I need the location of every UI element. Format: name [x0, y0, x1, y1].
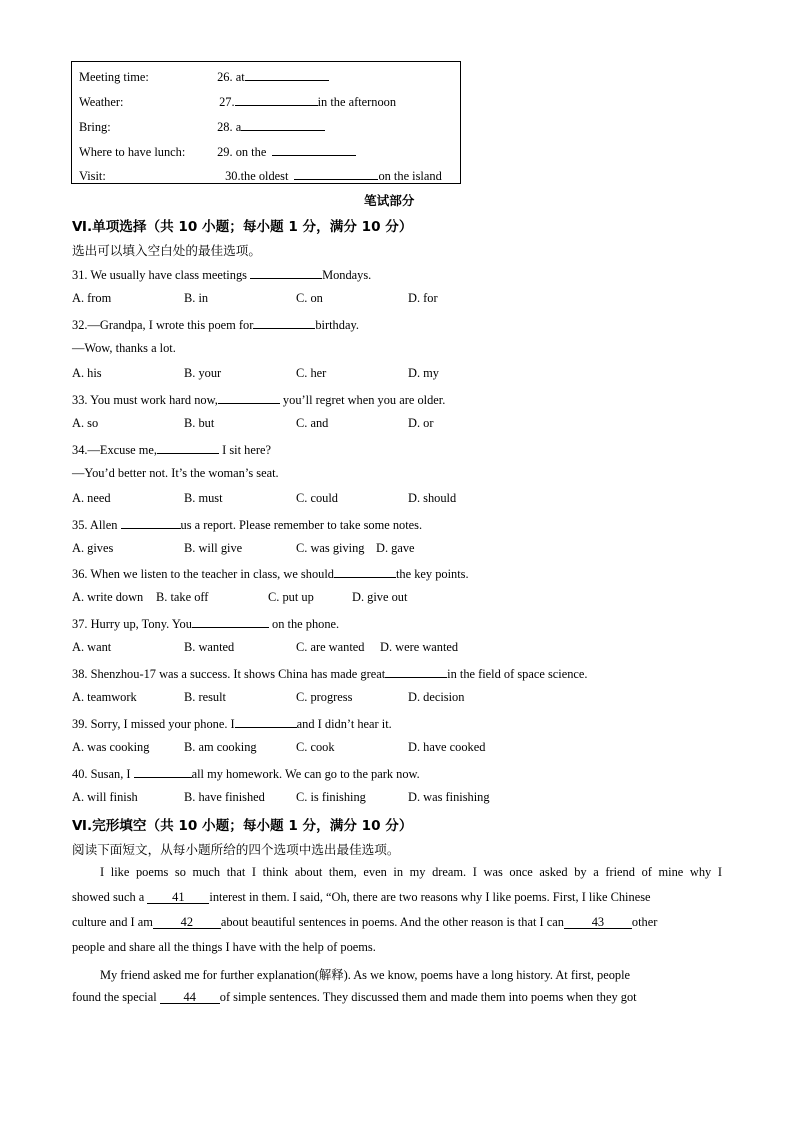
info-label: Visit:: [79, 169, 106, 183]
option-b[interactable]: B. result: [184, 690, 226, 704]
question-38: [72, 665, 588, 682]
question-35: [72, 516, 422, 533]
answer-blank: [250, 266, 322, 279]
written-part-title: 笔试部分: [364, 193, 415, 208]
option-a[interactable]: A. his: [72, 366, 102, 380]
option-a[interactable]: A. want: [72, 640, 112, 654]
info-suffix: on the island: [378, 169, 442, 183]
options-37: [72, 640, 458, 655]
info-label: Where to have lunch:: [79, 145, 186, 159]
question-34-reply: —You’d better not. It’s the woman’s seat.: [72, 466, 279, 480]
info-number: 29. on the: [217, 145, 267, 159]
passage-text: culture and I am: [72, 915, 153, 929]
option-c[interactable]: C. progress: [296, 690, 353, 704]
question-40: [72, 765, 420, 782]
option-c[interactable]: C. are wanted: [296, 640, 365, 654]
option-c[interactable]: C. cook: [296, 740, 335, 754]
answer-blank: [294, 167, 378, 180]
section-instruction: 选出可以填入空白处的最佳选项。: [72, 243, 261, 258]
option-b[interactable]: B. will give: [184, 541, 243, 555]
passage-line: [100, 865, 722, 880]
passage-text: found the special: [72, 990, 160, 1004]
option-b[interactable]: B. your: [184, 366, 222, 380]
options-33: [72, 416, 433, 431]
answer-blank: [218, 391, 280, 404]
options-34: [72, 491, 456, 506]
question-36: [72, 565, 469, 582]
answer-blank: [334, 565, 396, 578]
option-b[interactable]: B. take off: [156, 590, 209, 604]
option-c[interactable]: C. is finishing: [296, 790, 366, 804]
answer-blank: [235, 93, 318, 106]
question-stem: 36. When we listen to the teacher in class, we should: [72, 567, 334, 581]
options-35: [72, 541, 415, 556]
question-34: [72, 441, 271, 458]
section-heading-single-choice: Ⅵ.单项选择（共 10 小题；每小题 1 分，满分 10 分）: [72, 219, 413, 235]
option-d[interactable]: D. my: [408, 366, 439, 380]
question-stem: and I didn’t hear it.: [296, 717, 392, 731]
question-39: [72, 715, 392, 732]
option-d[interactable]: D. decision: [408, 690, 465, 704]
question-stem: 32.—Grandpa, I wrote this poem for: [72, 318, 254, 332]
info-number: 28. a: [217, 120, 242, 134]
question-stem: I sit here?: [219, 443, 271, 457]
passage-text: I like poems so much that I think about them, even in my dream. I was once asked by a friend of mine why I: [100, 865, 722, 879]
info-number: 26. at: [217, 70, 245, 84]
info-row-visit: [79, 167, 442, 184]
question-stem: 38. Shenzhou-17 was a success. It shows China has made great: [72, 667, 386, 681]
option-c[interactable]: C. her: [296, 366, 327, 380]
answer-blank: [235, 715, 297, 728]
option-c[interactable]: C. could: [296, 491, 338, 505]
option-d[interactable]: D. give out: [352, 590, 408, 604]
option-a[interactable]: A. need: [72, 491, 111, 505]
option-b[interactable]: B. am cooking: [184, 740, 257, 754]
options-39: [72, 740, 485, 755]
option-b[interactable]: B. must: [184, 491, 223, 505]
question-32: [72, 316, 359, 333]
question-stem: on the phone.: [268, 617, 340, 631]
passage-text: about beautiful sentences in poems. And the other reason is that I can: [220, 915, 564, 929]
section-instruction: 阅读下面短文，从每小题所给的四个选项中选出最佳选项。: [72, 842, 400, 857]
options-38: [72, 690, 464, 705]
option-c[interactable]: C. was giving: [296, 541, 365, 555]
passage-line: [72, 940, 722, 955]
passage-text: of simple sentences. They discussed them and made them into poems when they got: [219, 990, 637, 1004]
question-stem: 39. Sorry, I missed your phone. I: [72, 717, 235, 731]
option-b[interactable]: B. wanted: [184, 640, 235, 654]
cloze-blank: 42: [153, 916, 221, 929]
question-stem: the key points.: [395, 567, 469, 581]
question-33: [72, 391, 445, 408]
section-heading-cloze: Ⅵ.完形填空（共 10 小题；每小题 1 分，满分 10 分）: [72, 818, 413, 834]
info-label: Bring:: [79, 120, 111, 134]
option-b[interactable]: B. in: [184, 291, 209, 305]
info-row-weather: [79, 93, 396, 110]
answer-blank: [245, 68, 329, 81]
question-stem: 37. Hurry up, Tony. You: [72, 617, 192, 631]
option-a[interactable]: A. so: [72, 416, 99, 430]
passage-text: showed such a: [72, 890, 148, 904]
cloze-blank: 44: [160, 991, 220, 1004]
option-d[interactable]: D. or: [408, 416, 434, 430]
option-a[interactable]: A. write down: [72, 590, 144, 604]
option-c[interactable]: C. put up: [268, 590, 314, 604]
answer-blank: [385, 665, 447, 678]
question-stem: all my homework. We can go to the park now.: [191, 767, 420, 781]
info-row-bring: [79, 118, 325, 135]
passage-line: [72, 890, 722, 905]
question-stem: 40. Susan, I: [72, 767, 134, 781]
info-suffix: in the afternoon: [317, 95, 397, 109]
question-stem: 31. We usually have class meetings: [72, 268, 251, 282]
option-b[interactable]: B. but: [184, 416, 215, 430]
option-d[interactable]: D. were wanted: [380, 640, 459, 654]
answer-blank: [157, 441, 219, 454]
option-a[interactable]: A. from: [72, 291, 112, 305]
option-d[interactable]: D. should: [408, 491, 457, 505]
passage-text: people and share all the things I have with the help of poems.: [72, 940, 376, 954]
info-number: 30.the oldest: [225, 169, 289, 183]
option-c[interactable]: C. on: [296, 291, 323, 305]
info-number: 27.: [219, 95, 235, 109]
passage-text: My friend asked me for further explanation(解释). As we know, poems have a long history. At first, people: [100, 968, 631, 982]
question-stem: 34.—Excuse me,: [72, 443, 157, 457]
question-37: [72, 615, 339, 632]
options-31: [72, 291, 438, 306]
option-a[interactable]: A. gives: [72, 541, 114, 555]
info-label: Meeting time:: [79, 70, 149, 84]
question-stem: Mondays.: [322, 268, 372, 282]
option-d[interactable]: D. have cooked: [408, 740, 486, 754]
answer-blank: [192, 615, 269, 628]
info-row-lunch: [79, 143, 356, 160]
option-c[interactable]: C. and: [296, 416, 329, 430]
question-stem: 33. You must work hard now,: [72, 393, 218, 407]
question-stem: 35. Allen: [72, 518, 121, 532]
options-36: [72, 590, 407, 605]
passage-line: [72, 915, 722, 930]
cloze-blank: 41: [147, 891, 209, 904]
passage-text: interest in them. I said, “Oh, there are two reasons why I like poems. First, I like Chinese: [209, 890, 651, 904]
question-32-reply: —Wow, thanks a lot.: [72, 341, 176, 355]
option-b[interactable]: B. have finished: [184, 790, 265, 804]
answer-blank: [272, 143, 356, 156]
passage-text: other: [631, 915, 658, 929]
option-d[interactable]: D. gave: [376, 541, 415, 555]
passage-line: [72, 990, 722, 1005]
option-d[interactable]: D. was finishing: [408, 790, 490, 804]
option-a[interactable]: A. teamwork: [72, 690, 137, 704]
info-label: Weather:: [79, 95, 124, 109]
options-32: [72, 366, 439, 381]
option-d[interactable]: D. for: [408, 291, 438, 305]
answer-blank: [134, 765, 192, 778]
option-a[interactable]: A. was cooking: [72, 740, 150, 754]
passage-line: [100, 965, 722, 983]
answer-blank: [121, 516, 181, 529]
cloze-blank: 43: [564, 916, 632, 929]
option-a[interactable]: A. will finish: [72, 790, 138, 804]
question-stem: in the field of space science.: [447, 667, 588, 681]
question-31: [72, 266, 371, 283]
info-row-meeting-time: [79, 68, 329, 85]
question-stem: birthday.: [315, 318, 359, 332]
answer-blank: [253, 316, 315, 329]
options-40: [72, 790, 490, 805]
info-table: [71, 61, 461, 184]
question-stem: us a report. Please remember to take some notes.: [180, 518, 423, 532]
question-stem: you’ll regret when you are older.: [279, 393, 446, 407]
answer-blank: [241, 118, 325, 131]
